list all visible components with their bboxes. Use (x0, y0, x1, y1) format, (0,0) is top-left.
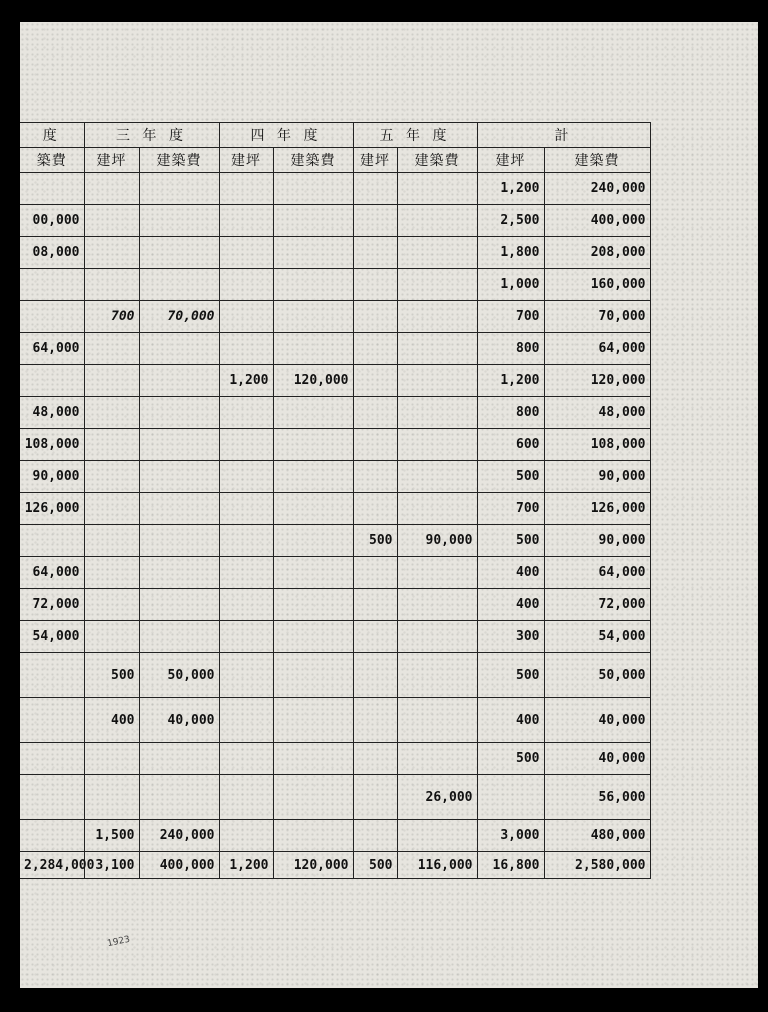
table-cell (273, 301, 353, 333)
table-cell (273, 743, 353, 775)
table-cell: 90,000 (20, 461, 84, 493)
table-cell: 500 (477, 461, 544, 493)
document-page (20, 22, 758, 988)
table-cell (139, 237, 219, 269)
table-cell (353, 743, 397, 775)
table-cell (84, 589, 139, 621)
table-cell (353, 557, 397, 589)
table-cell (139, 461, 219, 493)
table-cell: 500 (477, 525, 544, 557)
table-cell (397, 173, 477, 205)
table-cell (397, 653, 477, 698)
table-cell (20, 743, 84, 775)
table-cell (84, 525, 139, 557)
table-cell: 400 (477, 589, 544, 621)
table-row (20, 173, 650, 205)
table-cell: 120,000 (273, 365, 353, 397)
table-cell: 700 (477, 301, 544, 333)
table-cell (139, 397, 219, 429)
table-cell (219, 743, 273, 775)
table-cell (219, 429, 273, 461)
table-cell: 90,000 (544, 461, 650, 493)
table-cell: 54,000 (20, 621, 84, 653)
header-years (20, 123, 650, 148)
table-cell (477, 775, 544, 820)
table-cell (273, 269, 353, 301)
table-cell (20, 698, 84, 743)
table-cell (273, 205, 353, 237)
table-cell (139, 205, 219, 237)
total-cell: 116,000 (397, 852, 477, 879)
table-cell: 08,000 (20, 237, 84, 269)
table-row (20, 237, 650, 269)
table-cell (219, 333, 273, 365)
table-cell (139, 589, 219, 621)
table-cell (397, 493, 477, 525)
table-cell: 00,000 (20, 205, 84, 237)
table-row (20, 820, 650, 852)
table-cell: 26,000 (397, 775, 477, 820)
subhead-cost: 建築費 (397, 148, 477, 173)
table-cell (20, 525, 84, 557)
table-cell: 1,800 (477, 237, 544, 269)
table-cell (397, 205, 477, 237)
table-cell (273, 333, 353, 365)
table-cell: 64,000 (20, 557, 84, 589)
table-cell (84, 173, 139, 205)
table-cell: 50,000 (139, 653, 219, 698)
table-cell: 400 (84, 698, 139, 743)
table-row (20, 461, 650, 493)
header-year-4: 四 年 度 (219, 123, 353, 148)
table-cell: 108,000 (544, 429, 650, 461)
table-cell: 48,000 (544, 397, 650, 429)
table-row (20, 525, 650, 557)
subhead-area: 建坪 (219, 148, 273, 173)
table-cell: 240,000 (544, 173, 650, 205)
table-cell (397, 621, 477, 653)
subhead-cost: 建築費 (139, 148, 219, 173)
table-cell (397, 698, 477, 743)
subhead-cost: 建築費 (544, 148, 650, 173)
table-cell (84, 557, 139, 589)
header-year-5: 五 年 度 (353, 123, 477, 148)
table-cell (219, 237, 273, 269)
header-subheads (20, 148, 650, 173)
table-cell (84, 237, 139, 269)
total-cell: 3,100 (84, 852, 139, 879)
table-cell: 64,000 (20, 333, 84, 365)
header-total: 計 (477, 123, 650, 148)
table-cell (84, 461, 139, 493)
table-cell: 126,000 (544, 493, 650, 525)
table-cell: 108,000 (20, 429, 84, 461)
table-cell (273, 461, 353, 493)
table-cell (219, 775, 273, 820)
table-cell (353, 269, 397, 301)
table-cell: 160,000 (544, 269, 650, 301)
table-cell: 126,000 (20, 493, 84, 525)
table-cell (273, 698, 353, 743)
table-cell (353, 461, 397, 493)
table-cell (353, 205, 397, 237)
subhead-cost: 建築費 (273, 148, 353, 173)
table-cell (353, 301, 397, 333)
table-cell (397, 820, 477, 852)
total-cell: 2,284,000 (20, 852, 84, 879)
table-row (20, 365, 650, 397)
table-cell (273, 775, 353, 820)
table-cell: 90,000 (397, 525, 477, 557)
table-cell (397, 557, 477, 589)
table-cell (20, 301, 84, 333)
table-cell (353, 173, 397, 205)
construction-cost-table (20, 122, 651, 879)
table-cell (84, 365, 139, 397)
table-cell (20, 653, 84, 698)
table-cell (273, 429, 353, 461)
table-cell (353, 698, 397, 743)
table-cell (84, 429, 139, 461)
table-cell: 400 (477, 698, 544, 743)
table-cell: 54,000 (544, 621, 650, 653)
table-cell: 500 (477, 653, 544, 698)
table-cell (353, 589, 397, 621)
table-cell (219, 525, 273, 557)
table-cell (139, 621, 219, 653)
table-cell: 72,000 (544, 589, 650, 621)
table-row (20, 743, 650, 775)
table-row (20, 205, 650, 237)
table-row (20, 333, 650, 365)
subhead-area: 建坪 (84, 148, 139, 173)
total-cell: 500 (353, 852, 397, 879)
table-cell (397, 429, 477, 461)
table-cell (20, 365, 84, 397)
table-cell (219, 461, 273, 493)
table-cell (139, 775, 219, 820)
totals-row (20, 852, 650, 879)
table-cell (273, 493, 353, 525)
table-row (20, 301, 650, 333)
table-cell: 700 (477, 493, 544, 525)
table-cell: 3,000 (477, 820, 544, 852)
table-cell (139, 269, 219, 301)
table-cell (139, 743, 219, 775)
table-cell: 64,000 (544, 557, 650, 589)
table-cell (353, 237, 397, 269)
table-cell (219, 301, 273, 333)
table-cell (84, 269, 139, 301)
table-cell (219, 205, 273, 237)
table-row (20, 775, 650, 820)
table-cell (273, 653, 353, 698)
table-cell (219, 173, 273, 205)
table-cell: 70,000 (544, 301, 650, 333)
total-cell: 400,000 (139, 852, 219, 879)
table-cell (219, 653, 273, 698)
table-row (20, 269, 650, 301)
table-cell (219, 698, 273, 743)
table-cell (139, 333, 219, 365)
table-cell (219, 820, 273, 852)
table-cell (84, 493, 139, 525)
table-cell (273, 397, 353, 429)
table-cell (219, 621, 273, 653)
table-cell: 72,000 (20, 589, 84, 621)
table-cell (84, 397, 139, 429)
table-cell (139, 557, 219, 589)
table-cell: 1,500 (84, 820, 139, 852)
table-cell: 300 (477, 621, 544, 653)
table-row (20, 653, 650, 698)
table-row (20, 621, 650, 653)
table-cell: 64,000 (544, 333, 650, 365)
subhead-area: 建坪 (353, 148, 397, 173)
table-cell (84, 743, 139, 775)
table-cell (139, 525, 219, 557)
table-row (20, 493, 650, 525)
table-cell (273, 621, 353, 653)
table-cell: 2,500 (477, 205, 544, 237)
table-cell (139, 365, 219, 397)
table-cell (397, 365, 477, 397)
table-cell: 120,000 (544, 365, 650, 397)
table-cell: 90,000 (544, 525, 650, 557)
table-cell (353, 820, 397, 852)
table-cell (20, 820, 84, 852)
total-cell: 2,580,000 (544, 852, 650, 879)
table-cell: 400,000 (544, 205, 650, 237)
table-cell (219, 269, 273, 301)
table-cell: 400 (477, 557, 544, 589)
table-cell: 700 (84, 301, 139, 333)
subhead-cost: 築費 (20, 148, 84, 173)
table-cell (139, 429, 219, 461)
table-cell: 500 (477, 743, 544, 775)
table-cell: 56,000 (544, 775, 650, 820)
table-cell: 50,000 (544, 653, 650, 698)
table-cell: 500 (84, 653, 139, 698)
table-cell (273, 820, 353, 852)
table-row (20, 429, 650, 461)
table-cell (353, 429, 397, 461)
table-row (20, 557, 650, 589)
table-cell: 1,200 (477, 365, 544, 397)
table-cell (84, 621, 139, 653)
table-row (20, 589, 650, 621)
subhead-area: 建坪 (477, 148, 544, 173)
table-cell: 40,000 (544, 743, 650, 775)
table-cell (353, 653, 397, 698)
table-cell (219, 493, 273, 525)
table-cell: 208,000 (544, 237, 650, 269)
table-cell (397, 333, 477, 365)
table-row (20, 698, 650, 743)
table-cell (84, 775, 139, 820)
table-cell (273, 525, 353, 557)
table-cell (219, 397, 273, 429)
table-cell (219, 589, 273, 621)
table-cell: 500 (353, 525, 397, 557)
table-cell (273, 589, 353, 621)
table-cell (139, 493, 219, 525)
table-cell: 1,200 (477, 173, 544, 205)
header-year-prev: 度 (20, 123, 84, 148)
total-cell: 16,800 (477, 852, 544, 879)
table-cell (20, 173, 84, 205)
table-cell (20, 269, 84, 301)
table-cell (397, 237, 477, 269)
ink-stamp: 1923 (106, 934, 131, 950)
table-cell: 800 (477, 333, 544, 365)
table-cell (397, 461, 477, 493)
table-cell (353, 493, 397, 525)
table-cell (20, 775, 84, 820)
total-cell: 1,200 (219, 852, 273, 879)
table-cell (353, 775, 397, 820)
table-cell: 48,000 (20, 397, 84, 429)
table-cell (273, 237, 353, 269)
table-cell (397, 743, 477, 775)
header-year-3: 三 年 度 (84, 123, 219, 148)
table-cell (397, 269, 477, 301)
table-cell (397, 397, 477, 429)
table-cell (353, 333, 397, 365)
table-cell (84, 205, 139, 237)
table-cell: 40,000 (544, 698, 650, 743)
table-cell (139, 173, 219, 205)
table-cell (84, 333, 139, 365)
table-cell: 1,200 (219, 365, 273, 397)
table-cell (273, 173, 353, 205)
table-cell (219, 557, 273, 589)
table-cell (397, 301, 477, 333)
total-cell: 120,000 (273, 852, 353, 879)
table-cell (273, 557, 353, 589)
table-cell: 600 (477, 429, 544, 461)
table-cell: 480,000 (544, 820, 650, 852)
table-cell (353, 365, 397, 397)
table-cell: 70,000 (139, 301, 219, 333)
table-cell: 800 (477, 397, 544, 429)
table-cell: 240,000 (139, 820, 219, 852)
table-row (20, 397, 650, 429)
table-cell (353, 397, 397, 429)
table-cell: 1,000 (477, 269, 544, 301)
table-cell: 40,000 (139, 698, 219, 743)
table-cell (397, 589, 477, 621)
table-cell (353, 621, 397, 653)
